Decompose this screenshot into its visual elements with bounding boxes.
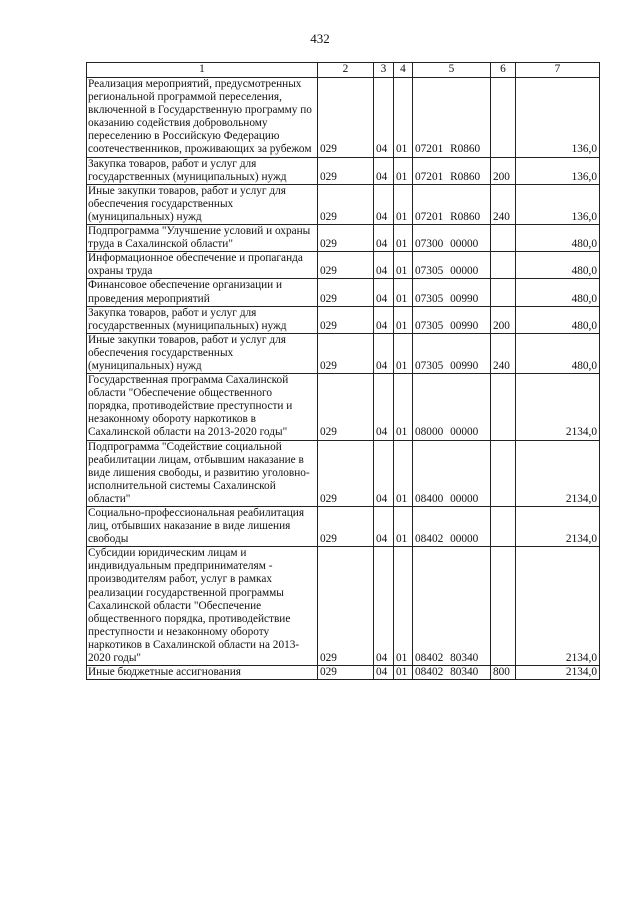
header-cell-sum: 7 bbox=[516, 63, 600, 78]
row-subsection-cell: 01 bbox=[394, 440, 413, 506]
row-sum-cell: 480,0 bbox=[516, 225, 600, 252]
row-csr-cell: 07201 R0860 bbox=[413, 184, 491, 224]
row-name-cell: Информационное обеспечение и пропаганда охраны труда bbox=[87, 252, 318, 279]
row-csr-cell: 07201 R0860 bbox=[413, 157, 491, 184]
row-sum-cell: 480,0 bbox=[516, 279, 600, 306]
row-section-cell: 04 bbox=[374, 225, 394, 252]
row-subsection-cell: 01 bbox=[394, 225, 413, 252]
row-csr-cell: 08402 80340 bbox=[413, 666, 491, 680]
row-admin-cell: 029 bbox=[318, 333, 374, 373]
row-sum-cell: 136,0 bbox=[516, 184, 600, 224]
table-row bbox=[87, 666, 600, 680]
row-name-cell: Закупка товаров, работ и услуг для государственных (муниципальных) нужд bbox=[87, 306, 318, 333]
row-subsection-cell: 01 bbox=[394, 507, 413, 547]
row-subsection-cell: 01 bbox=[394, 666, 413, 680]
row-vr-cell bbox=[491, 252, 516, 279]
row-section-cell: 04 bbox=[374, 333, 394, 373]
row-admin-cell: 029 bbox=[318, 306, 374, 333]
row-admin-cell: 029 bbox=[318, 440, 374, 506]
row-section-cell: 04 bbox=[374, 279, 394, 306]
row-name-cell: Иные бюджетные ассигнования bbox=[87, 666, 318, 680]
row-subsection-cell: 01 bbox=[394, 157, 413, 184]
row-name-cell: Социально-профессиональная реабилитация лиц, отбывших наказание в виде лишения свободы bbox=[87, 507, 318, 547]
table-row bbox=[87, 78, 600, 158]
table-row bbox=[87, 333, 600, 373]
row-admin-cell: 029 bbox=[318, 547, 374, 666]
row-section-cell: 04 bbox=[374, 78, 394, 158]
table-row bbox=[87, 306, 600, 333]
row-vr-cell bbox=[491, 440, 516, 506]
row-admin-cell: 029 bbox=[318, 279, 374, 306]
row-section-cell: 04 bbox=[374, 306, 394, 333]
header-cell-name: 1 bbox=[87, 63, 318, 78]
row-name-cell: Государственная программа Сахалинской области "Обеспечение общественного порядка, противодействие преступности и незаконному обороту наркотиков в Сахалинской области на 2013-2020 годы" bbox=[87, 374, 318, 440]
row-admin-cell: 029 bbox=[318, 225, 374, 252]
budget-table-body bbox=[87, 63, 600, 680]
row-csr-cell: 07305 00990 bbox=[413, 279, 491, 306]
row-name-cell: Подпрограмма "Содействие социальной реабилитации лицам, отбывшим наказание в виде лишения свободы, и развитию уголовно-исполнительной системы Сахалинской области" bbox=[87, 440, 318, 506]
header-cell-subsection: 4 bbox=[394, 63, 413, 78]
row-section-cell: 04 bbox=[374, 374, 394, 440]
row-vr-cell: 200 bbox=[491, 306, 516, 333]
row-admin-cell: 029 bbox=[318, 374, 374, 440]
row-admin-cell: 029 bbox=[318, 78, 374, 158]
row-vr-cell bbox=[491, 547, 516, 666]
row-section-cell: 04 bbox=[374, 157, 394, 184]
row-subsection-cell: 01 bbox=[394, 547, 413, 666]
header-cell-csr: 5 bbox=[413, 63, 491, 78]
row-name-cell: Субсидии юридическим лицам и индивидуальным предпринимателям - производителям работ, услуг в рамках реализации государственной программы Сахалинской области "Обеспечение общественного порядка, противодействие преступности и незаконному обороту наркотиков в Сахалинской области на 2013-2020 годы" bbox=[87, 547, 318, 666]
row-name-cell: Иные закупки товаров, работ и услуг для обеспечения государственных (муниципальных) нужд bbox=[87, 184, 318, 224]
row-subsection-cell: 01 bbox=[394, 306, 413, 333]
header-cell-section: 3 bbox=[374, 63, 394, 78]
row-vr-cell bbox=[491, 507, 516, 547]
row-csr-cell: 08402 80340 bbox=[413, 547, 491, 666]
row-section-cell: 04 bbox=[374, 184, 394, 224]
row-admin-cell: 029 bbox=[318, 157, 374, 184]
row-name-cell: Закупка товаров, работ и услуг для государственных (муниципальных) нужд bbox=[87, 157, 318, 184]
row-section-cell: 04 bbox=[374, 252, 394, 279]
row-admin-cell: 029 bbox=[318, 252, 374, 279]
row-csr-cell: 08402 00000 bbox=[413, 507, 491, 547]
row-name-cell: Реализация мероприятий, предусмотренных региональной программой переселения, включенной в Государственную программу по оказанию содействия добровольному переселению в Российскую Федерацию соотечественников, проживающих за рубежом bbox=[87, 78, 318, 158]
row-sum-cell: 2134,0 bbox=[516, 547, 600, 666]
row-name-cell: Подпрограмма "Улучшение условий и охраны труда в Сахалинской области" bbox=[87, 225, 318, 252]
row-csr-cell: 07300 00000 bbox=[413, 225, 491, 252]
row-sum-cell: 2134,0 bbox=[516, 507, 600, 547]
row-csr-cell: 07201 R0860 bbox=[413, 78, 491, 158]
row-sum-cell: 136,0 bbox=[516, 78, 600, 158]
table-row bbox=[87, 157, 600, 184]
row-subsection-cell: 01 bbox=[394, 252, 413, 279]
row-sum-cell: 2134,0 bbox=[516, 374, 600, 440]
table-row bbox=[87, 225, 600, 252]
row-sum-cell: 480,0 bbox=[516, 252, 600, 279]
header-cell-vr: 6 bbox=[491, 63, 516, 78]
row-vr-cell bbox=[491, 225, 516, 252]
row-vr-cell: 800 bbox=[491, 666, 516, 680]
row-admin-cell: 029 bbox=[318, 666, 374, 680]
row-section-cell: 04 bbox=[374, 666, 394, 680]
row-csr-cell: 08000 00000 bbox=[413, 374, 491, 440]
row-admin-cell: 029 bbox=[318, 507, 374, 547]
row-sum-cell: 480,0 bbox=[516, 306, 600, 333]
row-subsection-cell: 01 bbox=[394, 333, 413, 373]
table-row bbox=[87, 374, 600, 440]
row-section-cell: 04 bbox=[374, 547, 394, 666]
table-row bbox=[87, 279, 600, 306]
row-vr-cell: 240 bbox=[491, 333, 516, 373]
row-csr-cell: 08400 00000 bbox=[413, 440, 491, 506]
table-row bbox=[87, 507, 600, 547]
row-section-cell: 04 bbox=[374, 507, 394, 547]
header-cell-admin: 2 bbox=[318, 63, 374, 78]
row-csr-cell: 07305 00990 bbox=[413, 306, 491, 333]
row-vr-cell bbox=[491, 78, 516, 158]
row-vr-cell: 240 bbox=[491, 184, 516, 224]
row-subsection-cell: 01 bbox=[394, 279, 413, 306]
row-vr-cell: 200 bbox=[491, 157, 516, 184]
row-sum-cell: 2134,0 bbox=[516, 440, 600, 506]
row-csr-cell: 07305 00990 bbox=[413, 333, 491, 373]
budget-table bbox=[86, 62, 600, 680]
row-subsection-cell: 01 bbox=[394, 374, 413, 440]
row-sum-cell: 136,0 bbox=[516, 157, 600, 184]
page-number: 432 bbox=[310, 31, 330, 46]
row-name-cell: Финансовое обеспечение организации и проведения мероприятий bbox=[87, 279, 318, 306]
row-admin-cell: 029 bbox=[318, 184, 374, 224]
row-sum-cell: 2134,0 bbox=[516, 666, 600, 680]
row-subsection-cell: 01 bbox=[394, 184, 413, 224]
table-row bbox=[87, 252, 600, 279]
table-row bbox=[87, 184, 600, 224]
table-row bbox=[87, 440, 600, 506]
row-vr-cell bbox=[491, 374, 516, 440]
table-row bbox=[87, 547, 600, 666]
table-header-row bbox=[87, 63, 600, 78]
row-section-cell: 04 bbox=[374, 440, 394, 506]
row-vr-cell bbox=[491, 279, 516, 306]
row-sum-cell: 480,0 bbox=[516, 333, 600, 373]
row-csr-cell: 07305 00000 bbox=[413, 252, 491, 279]
row-subsection-cell: 01 bbox=[394, 78, 413, 158]
row-name-cell: Иные закупки товаров, работ и услуг для обеспечения государственных (муниципальных) нужд bbox=[87, 333, 318, 373]
